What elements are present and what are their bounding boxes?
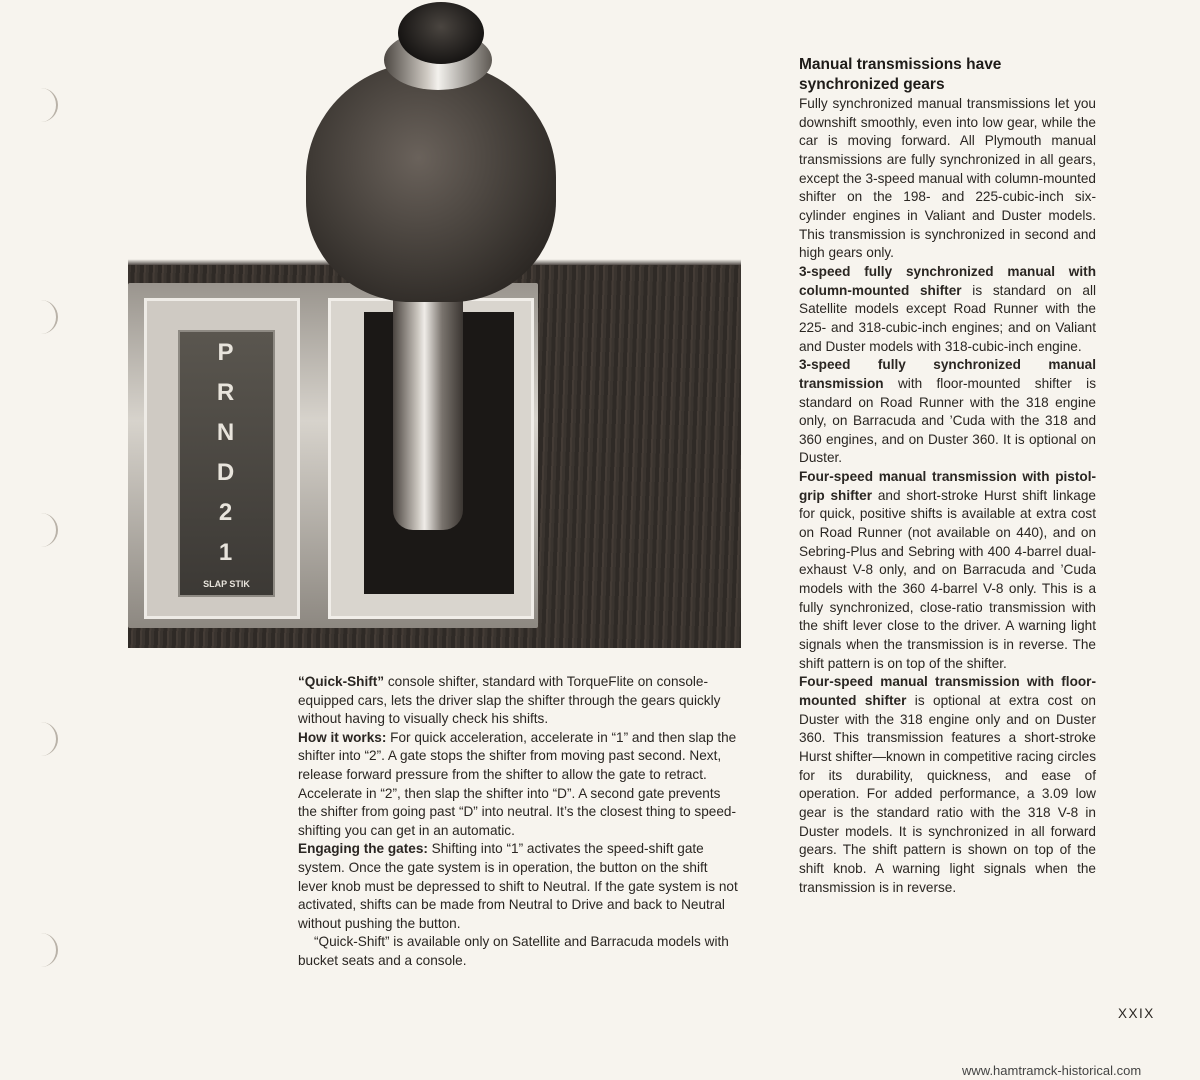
caption-paragraph <box>298 729 740 841</box>
caption-lead: Engaging the gates: <box>298 841 428 857</box>
section-text: is optional at extra cost on Duster with the 318 engine only and on Duster 360. This transmission features a short-stroke Hurst shifter—known in competitive racing circles for its durability, quickness, and ease of operation. For added performance, a 3.09 low gear is the standard ratio with the 318 V-8 in Duster models. It is synchronized in all forward gears. The shift pattern is shown on top of the shift knob. A warning light signals when the transmission is in reverse. <box>799 693 1096 895</box>
caption-paragraph <box>298 673 740 729</box>
caption-lead: “Quick-Shift” <box>298 674 385 689</box>
gear-letter: P <box>217 338 236 366</box>
gear-letter: 1 <box>218 538 235 566</box>
section-lead: 3-speed fully synchronized manual with column-mounted shifter <box>799 263 1096 298</box>
binder-hole <box>38 513 58 547</box>
caption-paragraph: “Quick-Shift” is available only on Satellite and Barracuda models with bucket seats and a console. <box>298 934 729 968</box>
binder-hole <box>38 722 58 756</box>
binder-hole <box>38 88 58 122</box>
photo-caption <box>298 673 740 971</box>
section-lead: 3-speed fully synchronized manual transmission <box>799 357 1096 391</box>
binder-hole <box>38 300 58 334</box>
caption-paragraph <box>298 840 740 933</box>
page-number: XXIX <box>1118 1006 1155 1021</box>
knob-button <box>398 2 484 64</box>
section-text: and short-stroke Hurst shift linkage for quick, positive shifts is available at extra cost on Road Runner (not available on 440), and on Sebring-Plus and Sebring with 400 4-barrel dual-exhaust V-8 only, and on Barracuda and ’Cuda models with the 360 4-barrel V-8 only. This is a fully synchronized, close-ratio transmission with the shift lever close to the driver. A warning light signals when the transmission is in reverse. The shift pattern is on top of the shifter. <box>799 487 1096 671</box>
gear-letter: D <box>216 458 237 486</box>
shifter-photo <box>128 0 741 648</box>
gear-letter: N <box>216 418 237 446</box>
caption-text: Shifting into “1” activates the speed-shift gate system. Once the gate system is in operation, the button on the shift lever knob must be depressed to shift to Neutral. If the gate system is not activated, shifts can be made from Neutral to Drive and back to Neutral without pushing the button. <box>298 841 738 931</box>
section-text: is standard on all Satellite models except Road Runner with the 225- and 318-cubic-inch engines; and on Valiant and Duster models with 318-cubic-inch engine. <box>799 282 1096 354</box>
article-section <box>799 673 1096 897</box>
article-section <box>799 263 1096 356</box>
article-section <box>799 356 1096 468</box>
gear-indicator <box>178 330 275 597</box>
article-intro: Fully synchronized manual transmissions let you downshift smoothly, even into low gear, while the car is moving forward. All Plymouth manual transmissions are fully synchronized in all gears, except the 3-speed manual with column-mounted shifter on the 198- and 225-cubic-inch six-cylinder engines in Valiant and Duster models. This transmission is synchronized in second and high gears only. <box>799 96 1096 261</box>
shifter-knob <box>306 62 556 302</box>
caption-lead: How it works: <box>298 729 387 745</box>
article-section <box>799 468 1096 673</box>
gear-letter: 2 <box>218 498 235 526</box>
caption-text: console shifter, standard with TorqueFlite on console-equipped cars, lets the driver slap the shifter through the gears quickly without having to visually check his shifts. <box>298 674 721 727</box>
section-lead: Four-speed manual transmission with floor-mounted shifter <box>799 674 1096 708</box>
gear-letter: R <box>216 378 237 406</box>
caption-text: For quick acceleration, accelerate in “1” and then slap the shifter into “2”. A gate stops the shifter from moving past second. Next, release forward pressure from the shifter to allow the gate to retract. Accelerate in “2”, then slap the shifter into “D”. A second gate prevents the shifter from going past “D” into neutral. It’s the closest thing to speed-shifting you can get in an automatic. <box>298 729 737 838</box>
section-lead: Four-speed manual transmission with pistol-grip shifter <box>799 469 1096 503</box>
section-text: with floor-mounted shifter is standard on Road Runner with the 318 engine only, on Barracuda and ’Cuda with the 318 and 360 engines, and on Duster 360. It is optional on Duster. <box>799 375 1096 466</box>
binder-hole <box>38 933 58 967</box>
slap-stik-label: SLAP STIK <box>203 578 250 589</box>
source-watermark: www.hamtramck-historical.com <box>962 1063 1142 1078</box>
article-column <box>799 55 1096 897</box>
article-heading: Manual transmissions have synchronized gears <box>799 56 1002 93</box>
